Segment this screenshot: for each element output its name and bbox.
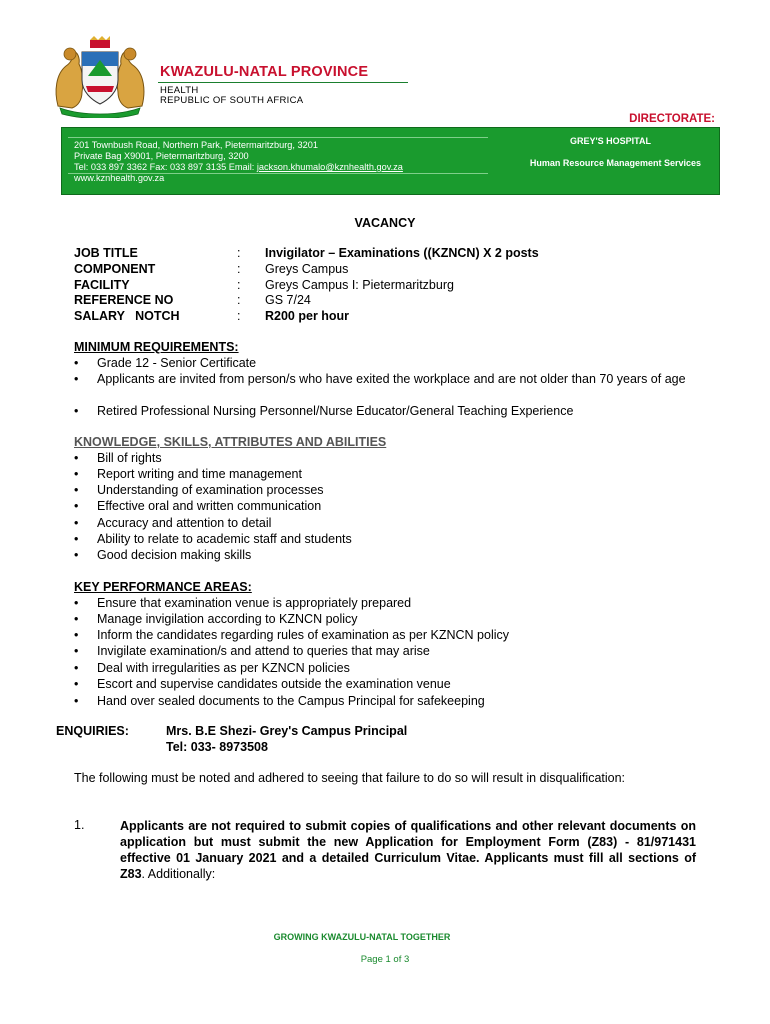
website-link[interactable]: www.kznhealth.gov.za: [74, 173, 165, 183]
requirement-plain-text: . Additionally:: [141, 867, 216, 881]
field-label: SALARY NOTCH: [74, 309, 180, 323]
ksa-heading: KNOWLEDGE, SKILLS, ATTRIBUTES AND ABILITIES: [74, 435, 387, 449]
field-label: COMPONENT: [74, 262, 156, 276]
bullet: •: [74, 532, 79, 546]
list-item: Applicants are invited from person/s who have exited the workplace and are not older than 70 years of age: [97, 372, 686, 386]
list-item: Ability to relate to academic staff and students: [97, 532, 352, 546]
kpa-heading: KEY PERFORMANCE AREAS:: [74, 580, 252, 594]
item-number: 1.: [74, 818, 85, 832]
bullet: •: [74, 628, 79, 642]
list-item: Invigilate examination/s and attend to queries that may arise: [97, 644, 430, 658]
bullet: •: [74, 356, 79, 370]
bullet: •: [74, 644, 79, 658]
field-colon: :: [237, 309, 241, 323]
bullet: •: [74, 499, 79, 513]
page-number: Page 1 of 3: [360, 954, 410, 965]
list-item: Retired Professional Nursing Personnel/Nurse Educator/General Teaching Experience: [97, 404, 574, 418]
min-requirements-heading: MINIMUM REQUIREMENTS:: [74, 340, 239, 354]
contact-line: [74, 162, 403, 172]
bullet: •: [74, 677, 79, 691]
address-line-1: 201 Townbush Road, Northern Park, Pietermaritzburg, 3201: [74, 140, 318, 150]
job-title-value: Invigilator – Examinations ((KZNCN) X 2 posts: [265, 246, 539, 260]
field-colon: :: [237, 293, 241, 307]
requirement-item: [120, 818, 696, 882]
field-label: FACILITY: [74, 278, 130, 292]
enquiries-contact: Mrs. B.E Shezi- Grey's Campus Principal: [166, 724, 408, 738]
email-link[interactable]: jackson.khumalo@kznhealth.gov.za: [256, 162, 403, 172]
hospital-name: GREY'S HOSPITAL: [570, 136, 651, 146]
list-item: Escort and supervise candidates outside the examination venue: [97, 677, 451, 691]
bullet: •: [74, 372, 79, 386]
banner-rule: [68, 137, 488, 138]
list-item: Grade 12 - Senior Certificate: [97, 356, 257, 370]
org-country: REPUBLIC OF SOUTH AFRICA: [160, 95, 304, 106]
salary-value: R200 per hour: [265, 309, 350, 323]
department-name: Human Resource Management Services: [529, 158, 701, 168]
list-item: Bill of rights: [97, 451, 162, 465]
list-item: Inform the candidates regarding rules of examination as per KZNCN policy: [97, 628, 510, 642]
list-item: Effective oral and written communication: [97, 499, 322, 513]
bullet: •: [74, 661, 79, 675]
org-department: HEALTH: [160, 85, 199, 96]
field-label: JOB TITLE: [74, 246, 138, 260]
bullet: •: [74, 483, 79, 497]
vacancy-heading: VACANCY: [354, 216, 416, 230]
footer-slogan: GROWING KWAZULU-NATAL TOGETHER: [273, 932, 451, 942]
bullet: •: [74, 694, 79, 708]
header-divider: [158, 82, 408, 83]
field-colon: :: [237, 246, 241, 260]
field-colon: :: [237, 278, 241, 292]
requirement-bold-text: Applicants are not required to submit copies of qualifications and other relevant documents on application but must submit the new Application for Employment Form (Z83) - 81/971431 effective 01 January 2021 and a detailed Curriculum Vitae. Applicants must fill all sections of Z83: [120, 819, 696, 881]
contact-numbers: Tel: 033 897 3362 Fax: 033 897 3135 Email:: [74, 162, 257, 172]
list-item: Good decision making skills: [97, 548, 252, 562]
bullet: •: [74, 467, 79, 481]
enquiries-phone: Tel: 033- 8973508: [166, 740, 268, 754]
field-label: REFERENCE NO: [74, 293, 174, 307]
bullet: •: [74, 612, 79, 626]
enquiries-label: ENQUIRIES:: [56, 724, 129, 738]
list-item: Understanding of examination processes: [97, 483, 324, 497]
bullet: •: [74, 404, 79, 418]
bullet: •: [74, 596, 79, 610]
list-item: Hand over sealed documents to the Campus Principal for safekeeping: [97, 694, 485, 708]
list-item: Deal with irregularities as per KZNCN policies: [97, 661, 350, 675]
list-item: Report writing and time management: [97, 467, 302, 481]
facility-value: Greys Campus I: Pietermaritzburg: [265, 278, 454, 292]
disqualification-note: The following must be noted and adhered to seeing that failure to do so will result in disqualification:: [74, 771, 626, 785]
bullet: •: [74, 548, 79, 562]
bullet: •: [74, 451, 79, 465]
address-line-2: Private Bag X9001, Pietermaritzburg, 3200: [74, 151, 249, 161]
list-item: Ensure that examination venue is appropriately prepared: [97, 596, 412, 610]
contact-banner: [61, 127, 720, 195]
reference-value: GS 7/24: [265, 293, 311, 307]
field-colon: :: [237, 262, 241, 276]
component-value: Greys Campus: [265, 262, 349, 276]
directorate-label: DIRECTORATE:: [629, 113, 715, 125]
bullet: •: [74, 516, 79, 530]
coat-of-arms-icon: [52, 36, 148, 118]
list-item: Accuracy and attention to detail: [97, 516, 272, 530]
org-name: KWAZULU-NATAL PROVINCE: [160, 64, 369, 80]
list-item: Manage invigilation according to KZNCN policy: [97, 612, 358, 626]
